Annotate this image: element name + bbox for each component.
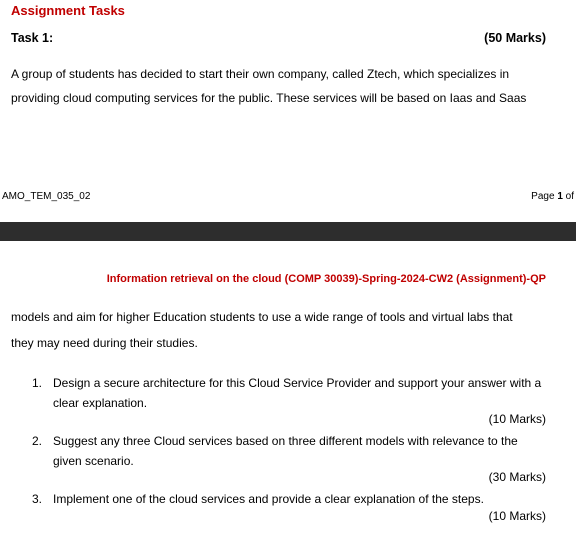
question-item-3 bbox=[32, 489, 548, 509]
intro-line-2: providing cloud computing services for the public. These services will be based on Iaas and Saas bbox=[11, 91, 527, 105]
continuation-line-1: models and aim for higher Education students to use a wide range of tools and virtual labs that bbox=[11, 310, 513, 324]
question-text: Suggest any three Cloud services based on three different models with relevance to the given scenario. bbox=[53, 434, 518, 468]
page-break-bar bbox=[0, 222, 576, 241]
page-number: 1 bbox=[557, 191, 563, 202]
continuation-line-2: they may need during their studies. bbox=[11, 336, 198, 350]
question-marks: (10 Marks) bbox=[488, 509, 546, 523]
question-marks: (30 Marks) bbox=[488, 470, 546, 484]
task-title: Task 1: bbox=[11, 31, 54, 45]
question-number: 1. bbox=[32, 376, 43, 390]
footer-doc-code: AMO_TEM_035_02 bbox=[2, 191, 91, 202]
page-label: Page bbox=[531, 191, 558, 202]
page-of-label: of bbox=[562, 191, 574, 202]
footer-page-number bbox=[531, 191, 574, 202]
page-header-title: Information retrieval on the cloud (COMP 30039)-Spring-2024-CW2 (Assignment)-QP bbox=[106, 273, 546, 285]
section-heading: Assignment Tasks bbox=[11, 3, 125, 18]
question-text: Design a secure architecture for this Cloud Service Provider and support your answer with a clear explanation. bbox=[53, 376, 542, 410]
question-number: 3. bbox=[32, 492, 43, 506]
question-item-1 bbox=[32, 373, 548, 413]
question-text: Implement one of the cloud services and provide a clear explanation of the steps. bbox=[53, 492, 484, 506]
question-marks: (10 Marks) bbox=[488, 412, 546, 426]
question-number: 2. bbox=[32, 434, 43, 448]
task-marks: (50 Marks) bbox=[484, 31, 546, 45]
question-item-2 bbox=[32, 431, 548, 471]
intro-line-1: A group of students has decided to start their own company, called Ztech, which specializes in bbox=[11, 67, 510, 81]
